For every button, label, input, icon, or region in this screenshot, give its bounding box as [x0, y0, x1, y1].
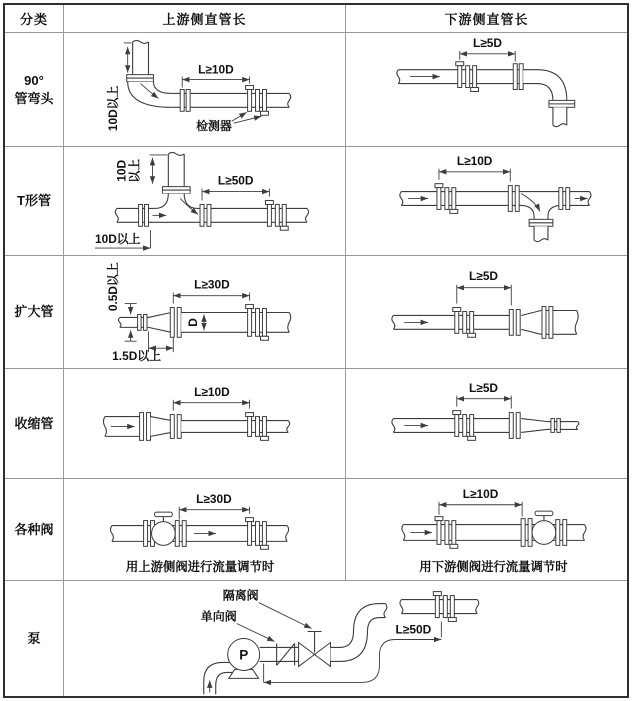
- expander-length-dim-label: L≥30D: [194, 277, 230, 292]
- pipe-valve-drawing: [110, 512, 288, 549]
- header-category-label: 分类: [19, 12, 48, 27]
- elbow-downstream-diagram: [346, 33, 627, 146]
- expander-downstream-cell: [346, 256, 627, 369]
- reducer-downstream-diagram: [346, 369, 627, 478]
- pipe-reducer-drawing: [103, 413, 289, 441]
- reducer-downstream-cell: [346, 369, 627, 479]
- valve-upstream-diagram: [64, 479, 345, 580]
- expander-cone-dim-label: 1.5D以上: [112, 349, 162, 364]
- valve-downstream-diagram: [346, 479, 627, 580]
- pump-cell: [64, 581, 627, 696]
- tee-vertical-dim-line2: 以上: [127, 158, 142, 183]
- tee-bottom-dim-label: 10D以上: [95, 232, 141, 247]
- category-tee-label: T形管: [17, 193, 51, 209]
- tee-upstream-cell: [64, 147, 346, 256]
- category-reducer: [5, 369, 64, 479]
- elbow-downstream-dimensions: [460, 36, 516, 62]
- pipe-elbow-drawing: [127, 40, 291, 115]
- header-downstream: [346, 5, 627, 33]
- expander-down-length-dim-label: L≥5D: [469, 268, 499, 283]
- category-reducer-label: 收缩管: [14, 415, 54, 431]
- reducer-downstream-dimensions: [457, 381, 511, 409]
- pipe-valve-drawing: [402, 511, 586, 548]
- tee-length-dim-label: L≥50D: [217, 173, 254, 188]
- pipe-elbow-drawing: [397, 62, 575, 127]
- expander-upstream-cell: [64, 256, 346, 369]
- tee-downstream-cell: [346, 147, 627, 256]
- pump-diagram: [64, 581, 627, 696]
- pump-length-dim-label: L≥50D: [395, 622, 432, 637]
- tee-down-length-dim-label: L≥10D: [456, 153, 493, 168]
- isolation-valve-label: 隔离阀: [222, 588, 259, 603]
- pump-piping-drawing: [204, 592, 479, 695]
- expander-upstream-diagram: [64, 256, 345, 368]
- expander-offset-dim-label: 0.5D以上: [105, 262, 120, 312]
- elbow-downstream-cell: [346, 33, 627, 147]
- tee-upstream-diagram: [64, 147, 345, 255]
- detector-label: 检测器: [196, 119, 232, 134]
- tee-downstream-diagram: [346, 147, 627, 255]
- category-valve: [5, 479, 64, 581]
- pipe-length-table: [3, 3, 629, 698]
- tee-downstream-dimensions: [439, 154, 510, 182]
- header-downstream-label: 下游侧直管长: [444, 12, 529, 27]
- category-pump: [5, 581, 64, 696]
- reducer-down-length-dim-label: L≥5D: [469, 380, 499, 395]
- category-elbow-line2: 管弯头: [14, 90, 54, 106]
- pump-symbol-label: P: [239, 647, 249, 663]
- header-upstream-label: 上游侧直管长: [162, 12, 247, 27]
- reducer-upstream-diagram: [64, 369, 345, 478]
- category-expander: [5, 256, 64, 369]
- diameter-dim-label: D: [186, 318, 201, 327]
- pipe-tee-drawing: [400, 184, 591, 242]
- category-tee: [5, 147, 64, 256]
- pipe-expander-drawing: [119, 305, 291, 341]
- expander-downstream-dimensions: [457, 269, 512, 306]
- tee-vertical-dim-line1: 10D: [114, 159, 129, 182]
- elbow-upstream-cell: [64, 33, 346, 147]
- category-elbow-line1: 90°: [24, 72, 44, 88]
- reducer-upstream-dimensions: [173, 385, 249, 411]
- header-category: [5, 5, 64, 33]
- valve-downstream-cell: [346, 479, 627, 581]
- category-elbow: [5, 33, 64, 147]
- expander-downstream-diagram: [346, 256, 627, 368]
- reducer-length-dim-label: L≥10D: [194, 384, 230, 399]
- elbow-vertical-dim-label: 10D以上: [105, 85, 120, 132]
- pipe-reducer-drawing: [392, 411, 579, 441]
- valve-upstream-caption: 用上游侧阀进行流量调节时: [125, 560, 275, 575]
- elbow-length-dim-label: L≥10D: [198, 62, 234, 77]
- category-expander-label: 扩大管: [14, 304, 54, 320]
- category-pump-label: 泵: [27, 630, 41, 646]
- valve-downstream-caption: 用下游侧阀进行流量调节时: [419, 560, 568, 575]
- check-valve-label: 单向阀: [200, 609, 237, 624]
- reducer-upstream-cell: [64, 369, 346, 479]
- elbow-down-length-dim-label: L≥5D: [473, 35, 502, 50]
- pipe-expander-drawing: [392, 307, 578, 339]
- valve-length-dim-label: L≥30D: [196, 491, 232, 506]
- header-upstream: [64, 5, 346, 33]
- valve-upstream-cell: [64, 479, 346, 581]
- valve-down-length-dim-label: L≥10D: [462, 486, 499, 501]
- category-valve-label: 各种阀: [14, 521, 54, 537]
- elbow-upstream-diagram: [64, 33, 345, 146]
